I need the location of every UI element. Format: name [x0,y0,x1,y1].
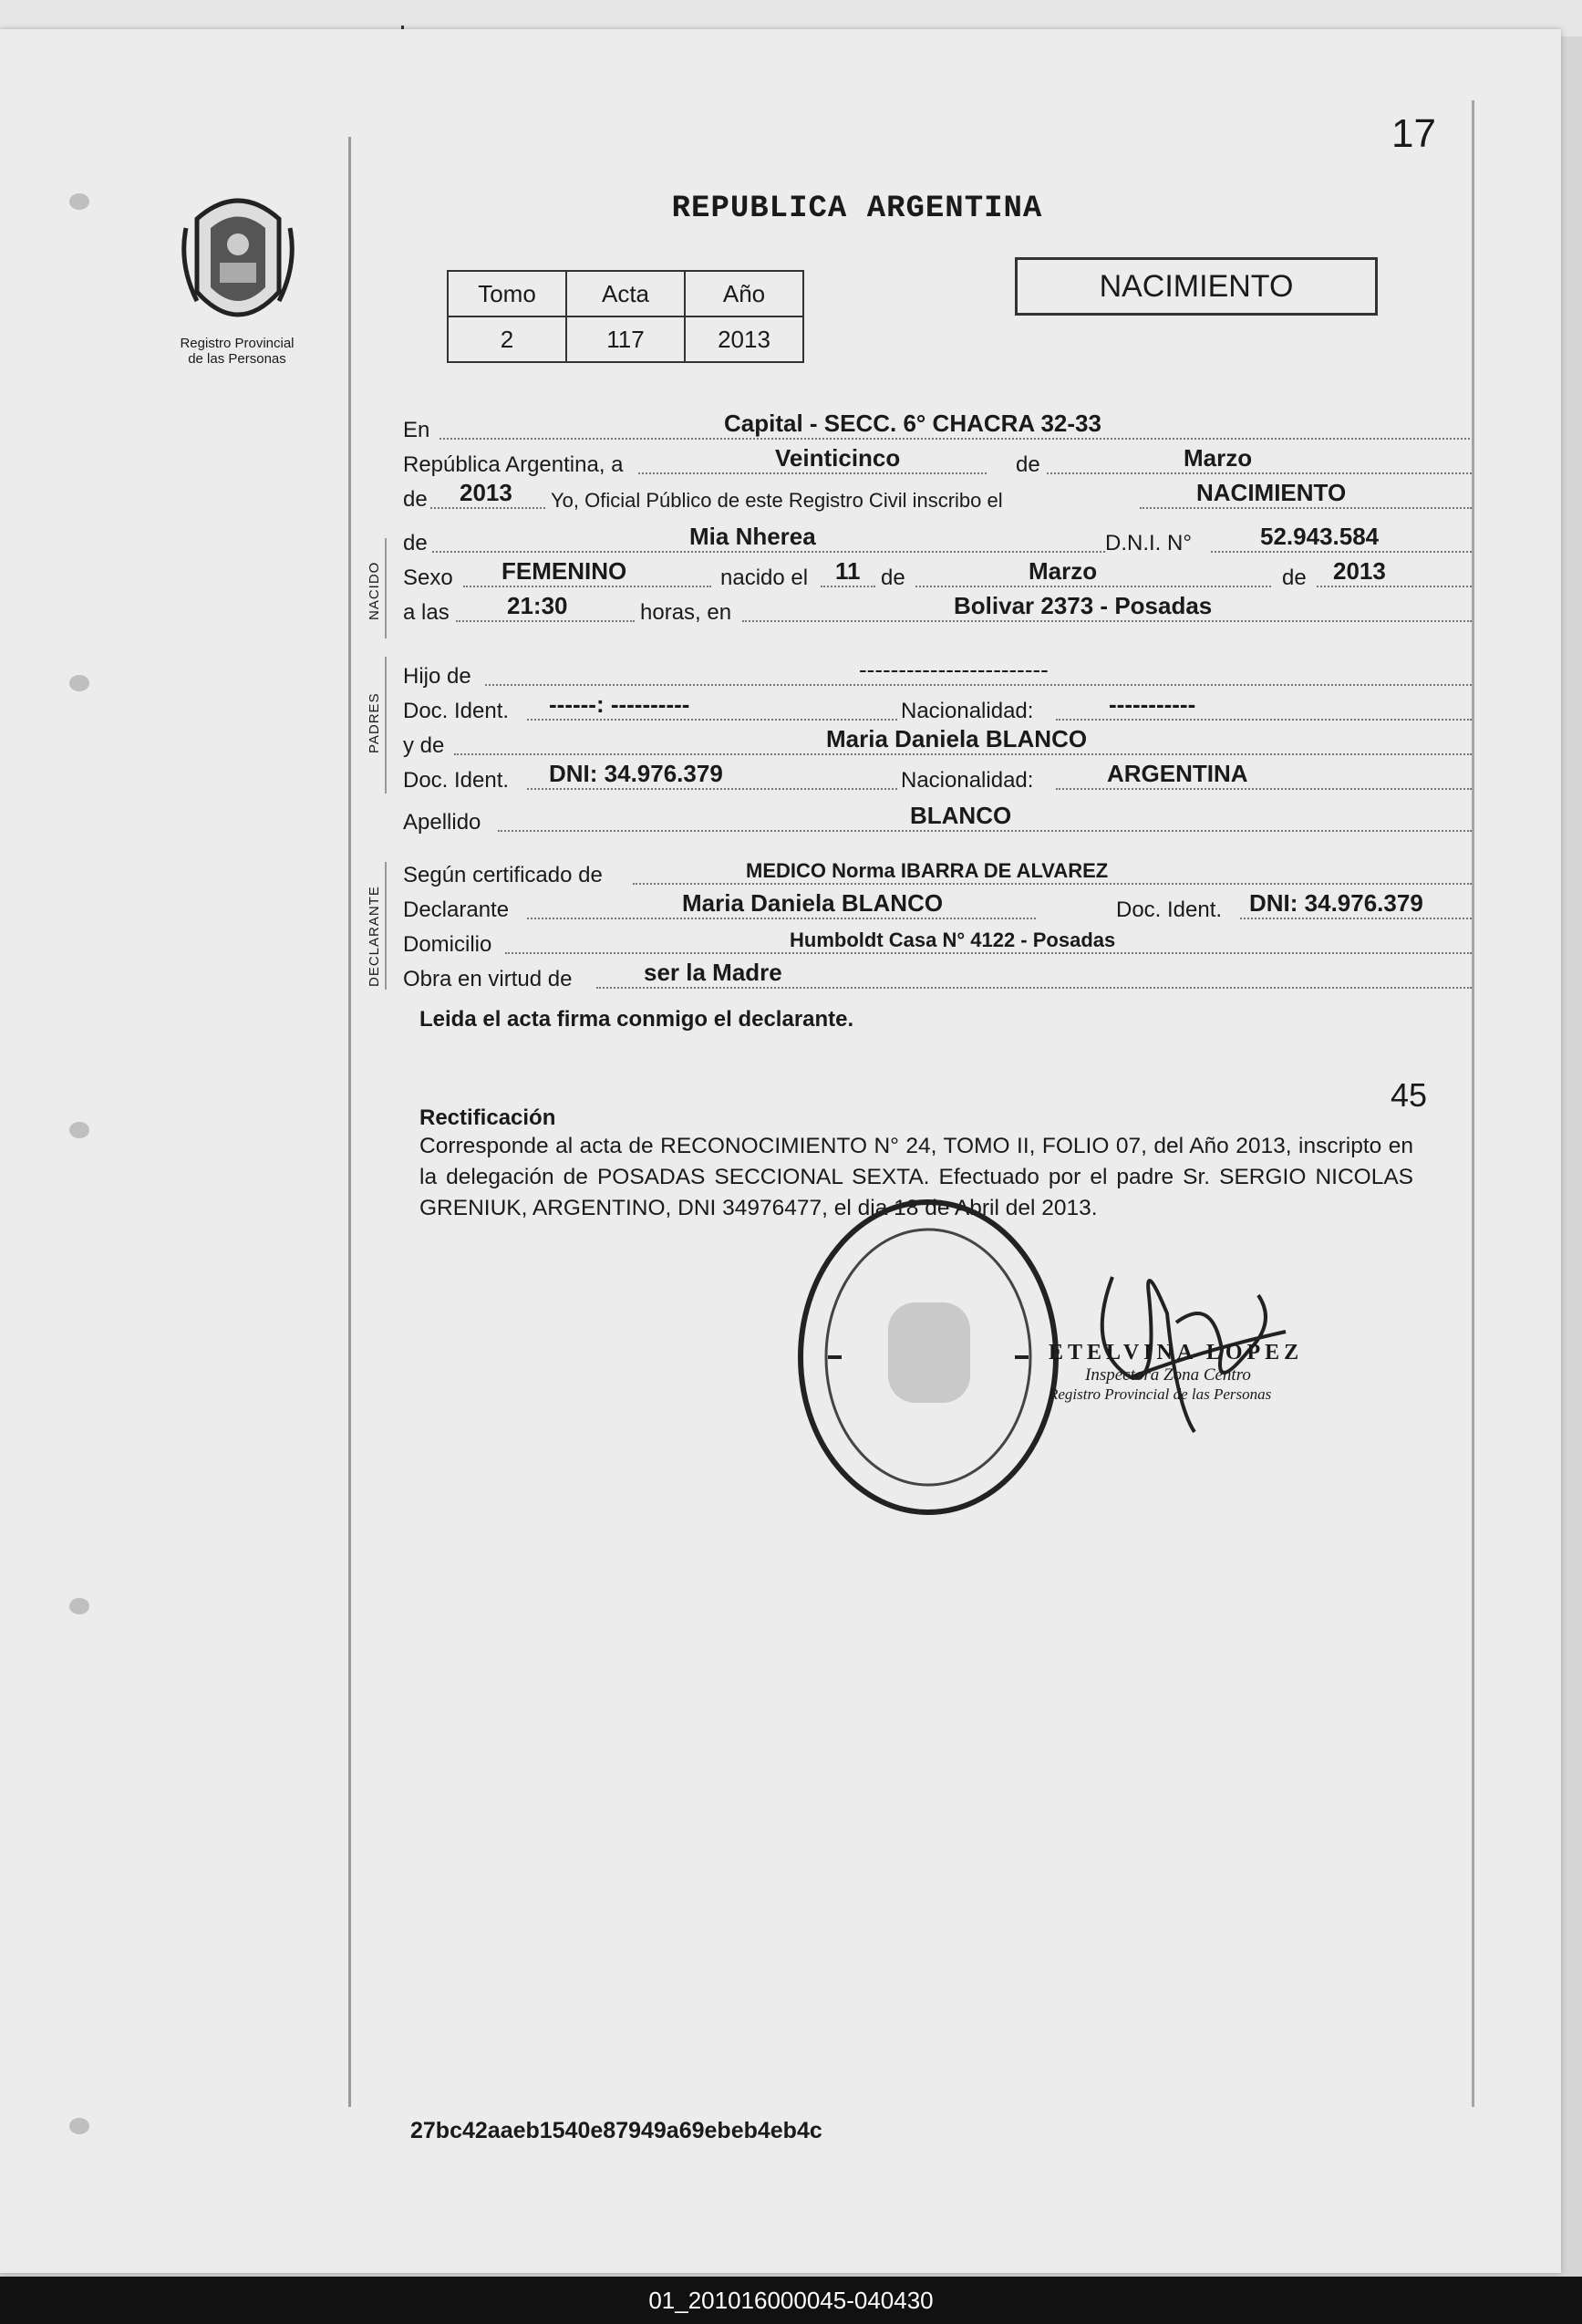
dotted-line [915,586,1271,587]
dotted-line [633,883,1472,885]
label-de: de [1016,452,1040,477]
dotted-line [596,987,1472,989]
label-obra: Obra en virtud de [403,967,573,991]
closing-statement: Leida el acta firma conmigo el declarante. [419,1007,854,1032]
dotted-line [527,918,1036,919]
value-birth-year: 2013 [1333,557,1386,585]
dotted-line [1056,788,1472,790]
value-father-doc: ------: ---------- [549,690,690,718]
value-day: Veinticinco [775,444,901,472]
label-y-de: y de [403,733,445,758]
official-stamp-icon [791,1193,1065,1521]
dotted-line [485,684,1472,686]
value-anio: 2013 [685,316,803,362]
dotted-line [454,753,1472,755]
dotted-line [1211,551,1472,553]
value-mother-name: Maria Daniela BLANCO [826,725,1088,752]
value-inscribo: NACIMIENTO [1196,479,1347,506]
label-declarante: Declarante [403,897,510,922]
label-sexo: Sexo [403,565,453,590]
dotted-line [1317,586,1472,587]
dotted-line [430,507,545,509]
label-nacido-el: nacido el [720,565,809,590]
label-domicilio: Domicilio [403,932,492,957]
dotted-line [498,830,1472,832]
value-year: 2013 [460,479,512,506]
label-dni: D.N.I. N° [1105,531,1192,555]
signer-name: ETELVINA LOPEZ [1049,1341,1304,1364]
dotted-line [463,586,711,587]
value-place: Bolivar 2373 - Posadas [954,592,1213,619]
header-acta: Acta [566,271,685,316]
dotted-line [456,620,635,622]
tomo-acta-anio-table [447,270,804,363]
value-tomo: 2 [448,316,566,362]
label-de: de [881,565,905,590]
dotted-line [439,438,1470,440]
value-apellido: BLANCO [910,802,1012,829]
dotted-line [638,472,987,474]
section-divider [385,538,387,638]
signer-org: Registro Provincial de las Personas [1049,1385,1272,1403]
value-birth-day: 11 [835,557,861,585]
dotted-line [821,586,875,587]
label-de: de [1282,565,1307,590]
dotted-line [505,952,1472,954]
label-doc-ident: Doc. Ident. [403,699,510,723]
value-father-nac: ----------- [1109,690,1196,718]
document-hash: 27bc42aaeb1540e87949a69ebeb4eb4c [410,2118,822,2143]
footer-id-bar: 01_201016000045-040430 [0,2277,1582,2324]
header-tomo: Tomo [448,271,566,316]
label-de: de [403,531,428,555]
side-label-nacido: NACIDO [367,561,382,620]
side-label-padres: PADRES [367,692,382,753]
value-declarante: Maria Daniela BLANCO [682,889,944,917]
label-horas-en: horas, en [640,600,732,625]
value-nombre: Mia Nherea [689,523,816,550]
frame-left-line [348,137,351,2107]
label-republica: República Argentina, a [403,452,624,477]
label-hijo-de: Hijo de [403,664,471,689]
row-hora [403,589,1582,629]
punch-hole [69,2118,89,2134]
label-a-las: a las [403,600,450,625]
record-type-box: NACIMIENTO [1015,257,1378,316]
value-dni: 52.943.584 [1260,523,1380,550]
label-nacionalidad: Nacionalidad: [901,768,1034,793]
dotted-line [527,788,897,790]
rectificacion-number: 45 [1391,1076,1428,1114]
row-apellido [403,799,1582,839]
value-birth-month: Marzo [1029,557,1098,585]
value-sexo: FEMENINO [501,557,627,585]
value-en: Capital - SECC. 6° CHACRA 32-33 [724,410,1101,437]
punch-hole [69,675,89,691]
label-nacionalidad: Nacionalidad: [901,699,1034,723]
section-divider [385,657,387,794]
label-de: de [403,487,428,512]
value-father: ------------------------ [859,656,1049,683]
value-segun: MEDICO Norma IBARRA DE ALVAREZ [746,859,1109,882]
frame-right-line [1472,100,1474,2107]
side-label-declarante: DECLARANTE [367,886,382,987]
value-acta: 117 [566,316,685,362]
dotted-line [1240,918,1472,919]
value-mother-doc: DNI: 34.976.379 [549,760,723,787]
rectificacion-title: Rectificación [419,1105,556,1130]
label-segun: Según certificado de [403,863,603,887]
registry-label: Registro Provincial de las Personas [180,336,295,367]
value-month: Marzo [1184,444,1253,472]
row-inscribo [403,476,1582,516]
label-doc-ident: Doc. Ident. [1116,897,1223,922]
dotted-line [742,620,1472,622]
value-obra: ser la Madre [644,959,782,986]
value-declarante-doc: DNI: 34.976.379 [1249,889,1423,917]
row-mother-doc [403,757,1582,797]
dotted-line [1140,507,1472,509]
section-divider [385,862,387,990]
document-title: REPUBLICA ARGENTINA [671,192,1043,226]
label-apellido: Apellido [403,810,481,835]
header-anio: Año [685,271,803,316]
dotted-line [527,719,897,721]
punch-hole [69,1598,89,1614]
signer-role: Inspectora Zona Centro [1085,1365,1251,1385]
dotted-line [1047,472,1472,474]
dotted-line [1056,719,1472,721]
value-mother-nac: ARGENTINA [1107,760,1248,787]
dotted-line [432,551,1105,553]
value-domicilio: Humboldt Casa N° 4122 - Posadas [790,929,1116,951]
punch-hole [69,1122,89,1138]
label-doc-ident: Doc. Ident. [403,768,510,793]
row-obra [403,956,1582,996]
page-number: 17 [1391,111,1436,156]
punch-hole [69,193,89,210]
rectificacion-body: Corresponde al acta de RECONOCIMIENTO N° 24, TOMO II, FOLIO 07, del Año 2013, inscripto en la delegación de POSADAS SECCIONAL SEXTA. Efectuado por el padre Sr. SERGIO NICOLAS GRENIUK, ARGENTINO, DNI 34976477, el dia 18 de Abril del 2013. [419,1134,1413,1220]
value-time: 21:30 [507,592,568,619]
label-yo: Yo, Oficial Público de este Registro Civil inscribo el [551,489,1003,512]
province-seal-icon [179,192,297,328]
signer-block [1049,1341,1303,1404]
label-en: En [403,418,430,442]
